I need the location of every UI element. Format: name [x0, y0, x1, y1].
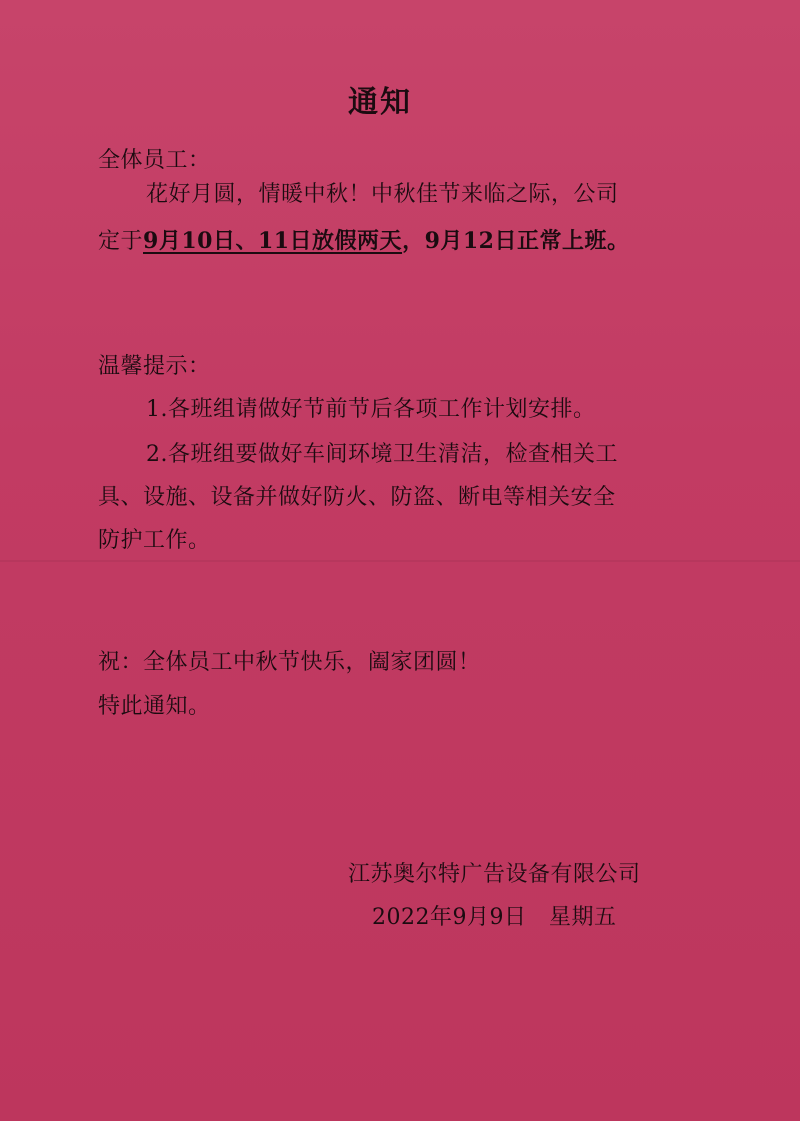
company-name: 江苏奥尔特广告设备有限公司	[348, 862, 641, 887]
paragraph-line-2	[98, 226, 630, 257]
salutation: 全体员工：	[98, 148, 211, 173]
paragraph-line-2-suffix: ，9月12日正常上班。	[402, 228, 630, 254]
tip-2-line-1: 2.各班组要做好车间环境卫生清洁，检查相关工	[146, 442, 618, 467]
paragraph-line-2-prefix: 定于	[98, 229, 144, 254]
notice-title: 通知	[348, 85, 412, 120]
tip-2-line-3: 防护工作。	[98, 528, 211, 553]
holiday-dates: 9月10日、11日放假两天	[143, 228, 403, 254]
wish-line: 祝：全体员工中秋节快乐，阖家团圆！	[98, 650, 481, 675]
tips-heading: 温馨提示：	[98, 354, 211, 379]
tip-2-line-2: 具、设施、设备并做好防火、防盗、断电等相关安全	[98, 485, 616, 510]
paper-fold	[0, 560, 800, 562]
tip-1: 1.各班组请做好节前节后各项工作计划安排。	[146, 397, 596, 422]
notice-date: 2022年9月9日 星期五	[372, 905, 617, 930]
closing-line: 特此通知。	[98, 694, 211, 719]
paragraph-line-1: 花好月圆，情暖中秋！中秋佳节来临之际，公司	[146, 182, 619, 207]
